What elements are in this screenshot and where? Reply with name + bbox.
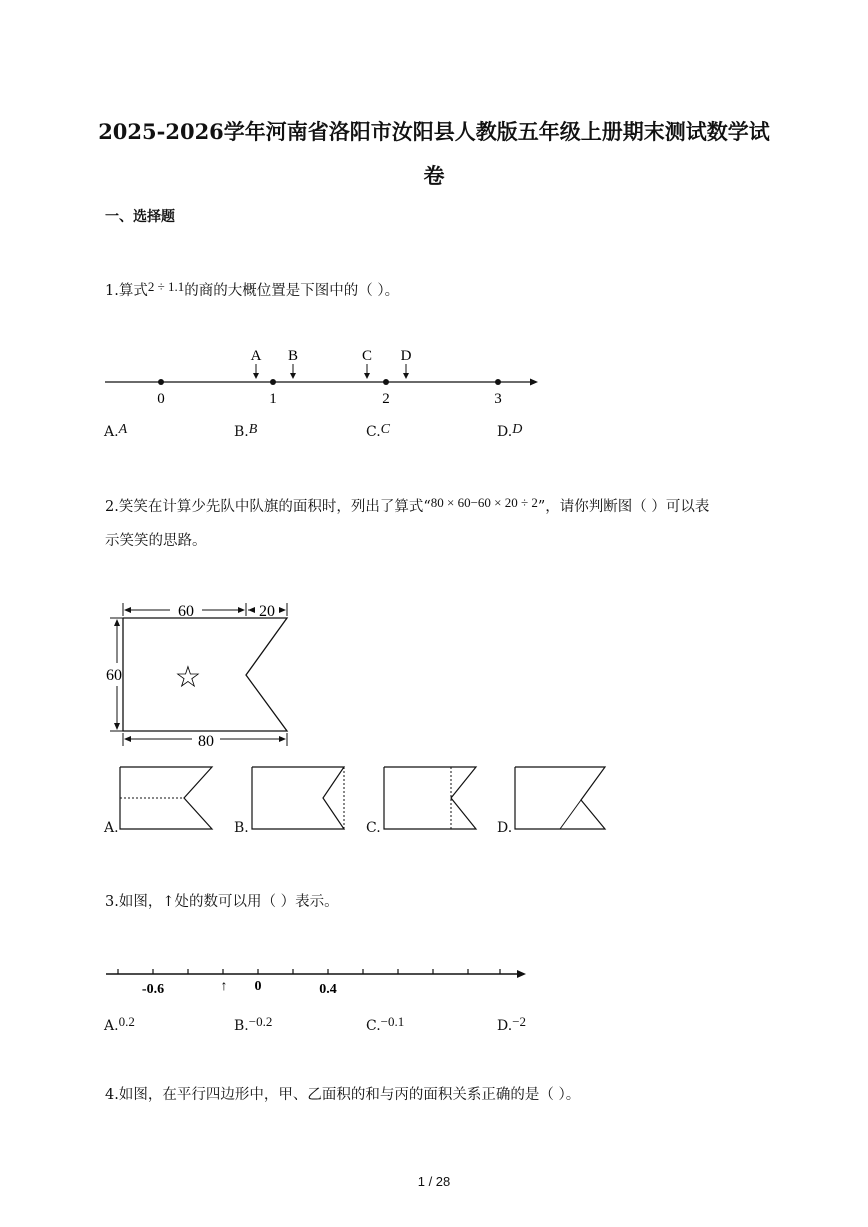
q2-option-b[interactable]: B. [234, 820, 249, 836]
question-2-line1: 2.笑笑在计算少先队中队旗的面积时，列出了算式“80 × 60−60 × 20 ÷ 2”，请你判断图（ ）可以表 [105, 495, 710, 515]
arrow-c [362, 348, 372, 379]
up-arrow-icon: ↑ [162, 894, 175, 910]
q2-option-a[interactable]: A. [104, 820, 119, 836]
q2-option-a-figure[interactable] [118, 766, 218, 832]
q1-option-a[interactable]: A.A [104, 422, 128, 440]
flag-figure [100, 598, 300, 753]
question-2-line2: 示笑笑的思路。 [105, 533, 207, 549]
tick-2-dot [383, 379, 389, 385]
dim-top-left: 60 [178, 603, 194, 620]
nl-label-0: 0 [254, 979, 262, 994]
nl-label-minus-0-6: -0.6 [141, 982, 165, 997]
tick-label-2: 2 [382, 391, 390, 407]
tick-label-0: 0 [157, 391, 165, 407]
section-heading-choice: 一、选择题 [105, 209, 175, 225]
tick-1-dot [270, 379, 276, 385]
q2-option-d-figure[interactable] [513, 766, 613, 832]
question-1-math: 2 ÷ 1.1 [147, 279, 185, 294]
tick-0-dot [158, 379, 164, 385]
q2-option-c-figure[interactable] [382, 766, 482, 832]
q3-option-c[interactable]: C.−0.1 [366, 1014, 405, 1034]
question-2-math: 80 × 60−60 × 20 ÷ 2 [430, 495, 538, 510]
q1-option-b[interactable]: B.B [234, 422, 258, 440]
dim-left: 60 [106, 667, 122, 684]
document-title-line2: 卷 [423, 163, 445, 188]
svg-text:D: D [400, 348, 412, 364]
tick-3-dot [495, 379, 501, 385]
question-1-text [105, 276, 399, 302]
q3-option-b[interactable]: B.−0.2 [234, 1014, 273, 1034]
question-3-text: 3.如图，↑处的数可以用（ ）表示。 [105, 894, 339, 910]
svg-text:B: B [287, 348, 299, 364]
tick-label-3: 3 [494, 391, 502, 407]
tick-label-1: 1 [269, 391, 277, 407]
question-1-number-line [100, 340, 550, 410]
question-1-prefix: 1.算式 [105, 283, 148, 299]
nl-up-arrow-icon: ↑ [220, 979, 228, 994]
q3-option-d[interactable]: D.−2 [497, 1014, 527, 1034]
question-1-suffix: 的商的大概位置是下图中的（ ）。 [184, 283, 400, 299]
q1-option-d[interactable]: D.D [497, 422, 523, 440]
q2-option-c[interactable]: C. [366, 820, 381, 836]
arrow-b [288, 348, 298, 379]
q1-option-c[interactable]: C.C [366, 422, 391, 440]
question-4-text: 4.如图，在平行四边形中，甲、乙面积的和与丙的面积关系正确的是（ ）。 [105, 1087, 581, 1103]
document-title-line1: 2025-2026学年河南省洛阳市汝阳县人教版五年级上册期末测试数学试 [98, 119, 770, 144]
svg-text:A: A [250, 348, 262, 364]
arrow-d [401, 348, 412, 379]
dim-top-right: 20 [259, 603, 275, 620]
q2-option-b-figure[interactable] [250, 766, 350, 832]
dim-bottom: 80 [198, 733, 214, 750]
nl-label-0-4: 0.4 [319, 982, 337, 997]
question-3-number-line [100, 960, 540, 1000]
svg-text:C: C [361, 348, 373, 364]
arrow-a [251, 348, 262, 379]
q2-option-d[interactable]: D. [497, 820, 513, 836]
q3-option-a[interactable]: A.0.2 [104, 1014, 135, 1034]
page-number: 1 / 28 [417, 1174, 451, 1189]
star-icon: ☆ [174, 661, 202, 694]
